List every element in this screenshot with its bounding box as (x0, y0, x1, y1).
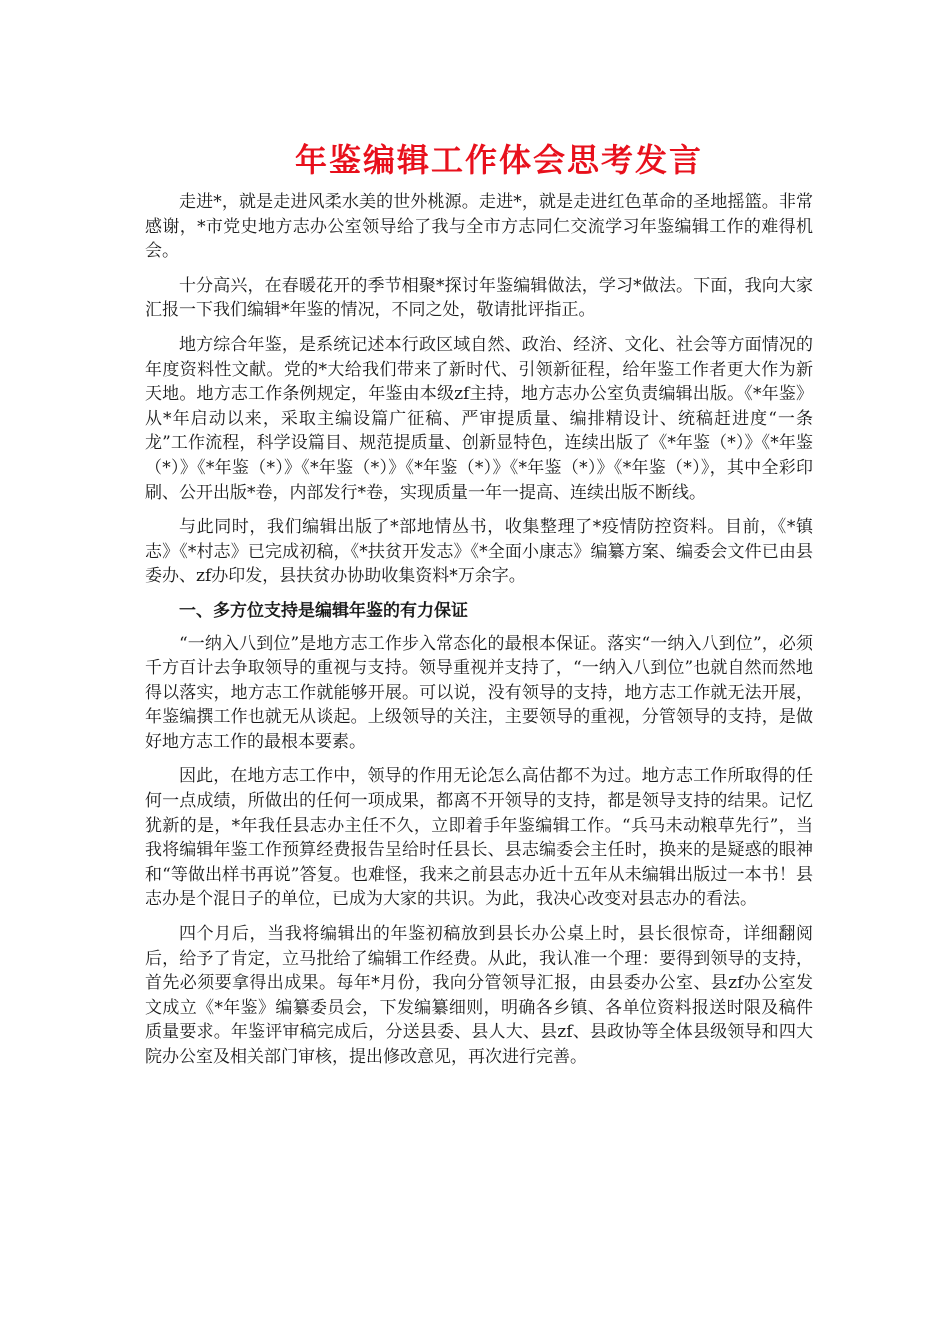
intro-paragraph-4: 与此同时，我们编辑出版了*部地情丛书，收集整理了*疫情防控资料。目前，《*镇志》《*村志》已完成初稿，《*扶贫开发志》《*全面小康志》编纂方案、编委会文件已由县委办、zf办印发，县扶贫办协助收集资料*万余字。 (145, 517, 813, 587)
section1-paragraph-3: 四个月后，当我将编辑出的年鉴初稿放到县长办公桌上时，县长很惊奇，详细翻阅后，给予了肯定，立马批给了编辑工作经费。从此，我认准一个理：要得到领导的支持，首先必须要拿得出成果。每年*月份，我向分管领导汇报，由县委办公室、县zf办公室发文成立《*年鉴》编纂委员会，下发编纂细则，明确各乡镇、各单位资料报送时限及稿件质量要求。年鉴评审稿完成后，分送县委、县人大、县zf、县政协等全体县级领导和四大院办公室及相关部门审核，提出修改意见，再次进行完善。 (145, 924, 813, 1067)
section1-paragraph-2: 因此，在地方志工作中，领导的作用无论怎么高估都不为过。地方志工作所取得的任何一点成绩，所做出的任何一项成果，都离不开领导的支持，都是领导支持的结果。记忆犹新的是，*年我任县志办主任不久，立即着手年鉴编辑工作。“兵马未动粮草先行”，当我将编辑年鉴工作预算经费报告呈给时任县长、县志编委会主任时，换来的是疑惑的眼神和“等做出样书再说”答复。也难怪，我来之前县志办近十五年从未编辑出版过一本书！县志办是个混日子的单位，已成为大家的共识。为此，我决心改变对县志办的看法。 (145, 766, 813, 910)
intro-paragraph-2: 十分高兴，在春暖花开的季节相聚*探讨年鉴编辑做法，学习*做法。下面，我向大家汇报一下我们编辑*年鉴的情况，不同之处，敬请批评指正。 (145, 275, 813, 321)
document-page (145, 138, 813, 1080)
section-heading-1: 一、多方位支持是编辑年鉴的有力保证 (179, 600, 468, 621)
intro-paragraph-3: 地方综合年鉴，是系统记述本行政区域自然、政治、经济、文化、社会等方面情况的年度资料性文献。党的*大给我们带来了新时代、引领新征程，给年鉴工作者更大作为新天地。地方志工作条例规定，年鉴由本级zf主持，地方志办公室负责编辑出版。《*年鉴》从*年启动以来，采取主编设篇广征稿、严审提质量、编排精设计、统稿赶进度“一条龙”工作流程，科学设篇目、规范提质量、创新显特色，连续出版了《*年鉴（*）》《*年鉴（*）》《*年鉴（*）》《*年鉴（*）》《*年鉴（*）》《*年鉴（*）》《*年鉴（*）》，其中全彩印刷、公开出版*卷，内部发行*卷，实现质量一年一提高、连续出版不断线。 (145, 334, 813, 503)
section1-paragraph-1: “一纳入八到位”是地方志工作步入常态化的最根本保证。落实“一纳入八到位”，必须千方百计去争取领导的重视与支持。领导重视并支持了，“一纳入八到位”也就自然而然地得以落实，地方志工作就能够开展。可以说，没有领导的支持，地方志工作就无法开展，年鉴编撰工作也就无从谈起。上级领导的关注，主要领导的重视，分管领导的支持，是做好地方志工作的最根本要素。 (145, 633, 813, 752)
intro-paragraph-1: 走进*，就是走进风柔水美的世外桃源。走进*，就是走进红色革命的圣地摇篮。非常感谢，*市党史地方志办公室领导给了我与全市方志同仁交流学习年鉴编辑工作的难得机会。 (145, 192, 813, 262)
document-title: 年鉴编辑工作体会思考发言 (294, 141, 703, 179)
